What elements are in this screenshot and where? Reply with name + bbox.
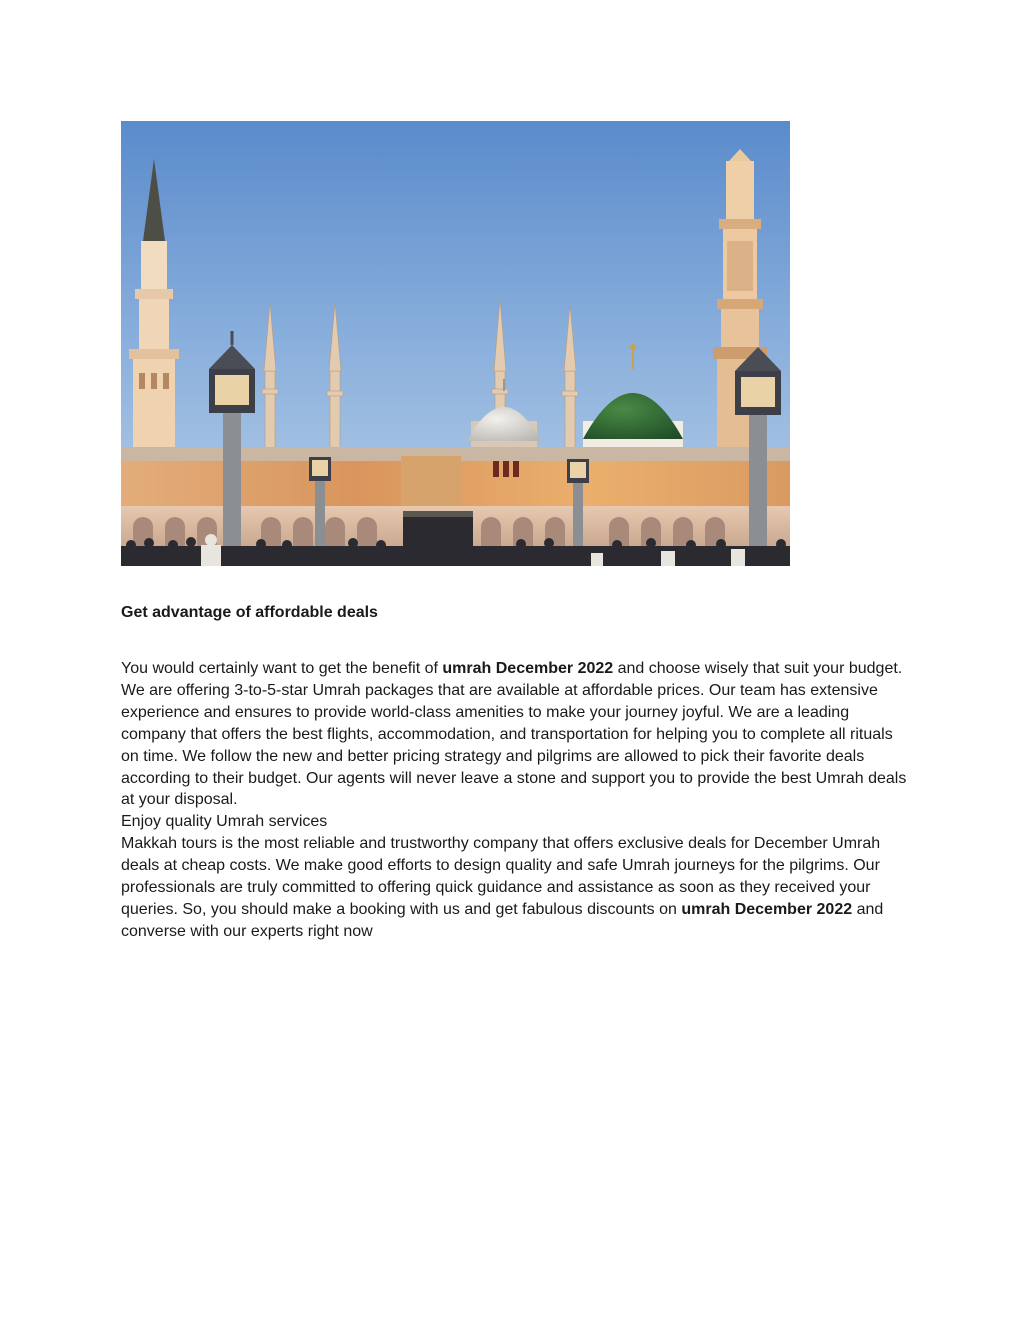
paragraph-intro bbox=[121, 658, 911, 811]
keyword-umrah-december-2022: umrah December 2022 bbox=[681, 900, 853, 918]
subheading: Enjoy quality Umrah services bbox=[121, 813, 328, 831]
paragraph-intro-text-start: You would certainly want to get the benefit of bbox=[121, 660, 443, 677]
paragraph-services-text-start: Makkah tours is the most reliable and trustworthy company that offers exclusive deals for December Umrah deals at cheap costs. We make good efforts to design quality and safe Umrah journeys for the pilgrims. Our professionals are truly committed to offering quick guidance and assistance as soon as they received your queries. So, you should make a booking with us and get fabulous discounts on bbox=[121, 835, 881, 918]
article-body bbox=[121, 658, 911, 943]
paragraph-services bbox=[121, 833, 911, 943]
keyword-umrah-december-2022: umrah December 2022 bbox=[442, 660, 614, 677]
paragraph-services-text-end: and converse with our experts right now bbox=[121, 900, 884, 940]
mosque-photo-icon bbox=[121, 121, 790, 566]
section-heading: Get advantage of affordable deals bbox=[121, 604, 378, 621]
mosque-photo bbox=[121, 121, 790, 566]
paragraph-intro-text-end: and choose wisely that suit your budget. We are offering 3-to-5-star Umrah packages that are available at affordable prices. Our team has extensive experience and ensures to provide world-class amenities to make your journey joyful. We are a leading company that offers the best flights, accommodation, and transportation for helping you to complete all rituals on time. We follow the new and better pricing strategy and pilgrims are allowed to pick their favorite deals according to their budget. Our agents will never leave a stone and support you to provide the best Umrah deals at your disposal. bbox=[121, 660, 907, 809]
